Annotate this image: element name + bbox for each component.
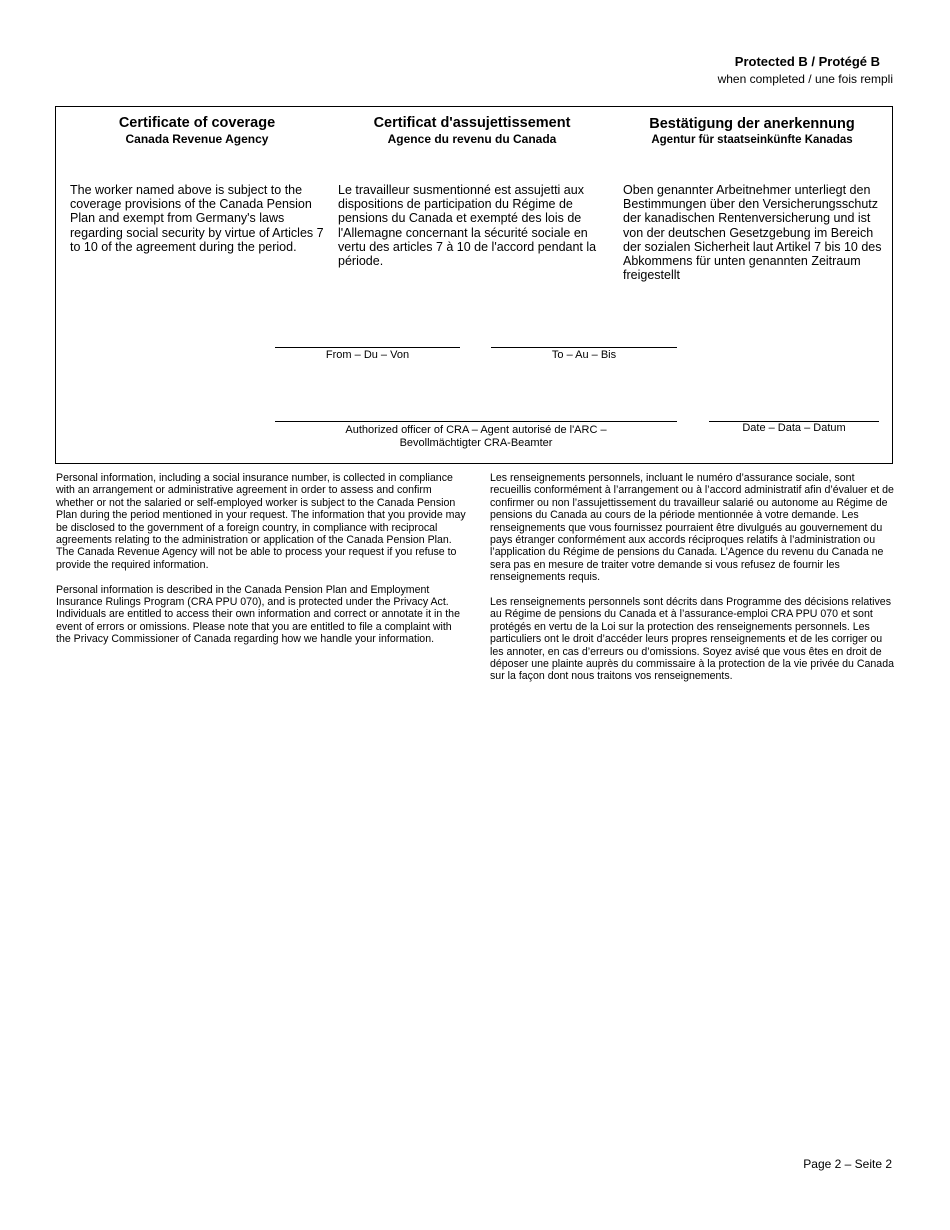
officer-label-line-1: Authorized officer of CRA – Agent autorisé de l'ARC –	[345, 424, 607, 436]
agency-name-german: Agentur für staatseinkünfte Kanadas	[651, 134, 853, 146]
privacy-paragraph: Les renseignements personnels, incluant le numéro d’assurance sociale, sont recueillis conformément à l’arrangement ou à l’accord administratif afin d’évaluer et de confirmer ou non l’assujettissement du travailleur salarié ou autonome au Régime de pensions du Canada au cours de la période mentionnée à votre demande. Les renseignements que vous fournissez pourraient être divulgués au gouvernement du pays étranger conformément aux accords réciproques relatifs à l’administration ou l’application du Régime de pensions du Canada. L’Agence du revenu du Canada ne sera pas en mesure de traiter votre demande si vous refusez de fournir les renseignements requis.	[490, 472, 894, 584]
certificate-german-column	[623, 107, 882, 283]
agency-name-english: Canada Revenue Agency	[125, 132, 269, 146]
officer-signature-field[interactable]	[275, 421, 677, 422]
certificate-title-english: Certificate of coverage	[118, 115, 276, 131]
when-completed-label: when completed / une fois rempli	[717, 72, 893, 86]
privacy-notice-english	[56, 472, 468, 658]
to-date-field[interactable]	[491, 347, 677, 348]
certificate-title-french: Certificat d'assujettissement	[373, 115, 571, 131]
certificate-english-column	[70, 107, 324, 254]
officer-label-line-2: Bevollmächtigter CRA-Beamter	[399, 436, 553, 449]
certificate-text-english: The worker named above is subject to the coverage provisions of the Canada Pension Plan and exempt from Germany's laws regarding social security by virtue of Articles 7 to 10 of the agreement during the period.	[70, 183, 324, 254]
to-label: To – Au – Bis	[551, 349, 617, 361]
privacy-paragraph: Personal information is described in the Canada Pension Plan and Employment Insurance Rulings Program (CRA PPU 070), and is protected under the Privacy Act. Individuals are entitled to access their own information and correct or annotate it in the event of errors or omissions. Please note that you are entitled to file a complaint with the Privacy Commissioner of Canada regarding how we handle your information.	[56, 583, 460, 646]
from-date-field[interactable]	[275, 347, 460, 348]
privacy-notice-french	[490, 472, 896, 695]
certificate-text-french: Le travailleur susmentionné est assujetti aux dispositions de participation du Régime de pensions du Canada et exempté des lois de l'Allemagne concernant la sécurité sociale en vertu des articles 7 à 10 de l'accord pendant la période.	[338, 183, 597, 269]
officer-label	[275, 424, 677, 449]
certificate-french-column	[338, 107, 606, 269]
privacy-paragraph: Les renseignements personnels sont décrits dans Programme des décisions relatives au Régime de pensions du Canada et à l’assurance-emploi CRA PPU 070 et sont protégés en vertu de la Loi sur la protection des renseignements personnels. Les particuliers ont le droit d’accéder leurs propres renseignements et de les corriger ou les annoter, en cas d’erreurs ou d’omissions. Soyez avisé que vous êtes en droit de déposer une plainte auprès du commissaire à la protection de la vie privée du Canada sur la façon dont nous traitons vos renseignements.	[490, 596, 894, 683]
from-label: From – Du – Von	[325, 349, 410, 361]
page-number: Page 2 – Seite 2	[803, 1157, 892, 1171]
protected-b-label: Protected B / Protégé B	[734, 54, 880, 69]
date-label: Date – Data – Datum	[742, 422, 846, 434]
certificate-box	[55, 106, 893, 464]
privacy-paragraph: Personal information, including a social insurance number, is collected in compliance with an arrangement or administrative agreement in order to assess and confirm whether or not the salaried or self-employed worker is subject to the Canada Pension Plan during the period mentioned in your request. The information that you provide may be disclosed to the government of a foreign country, in compliance with reciprocal agreements relating to the administration or application of the Canada Pension Plan. The Canada Revenue Agency will not be able to process your request if you refuse to provide the required information.	[56, 472, 466, 571]
agency-name-french: Agence du revenu du Canada	[387, 132, 557, 146]
certificate-title-german: Bestätigung der anerkennung	[649, 116, 855, 132]
certificate-text-german: Oben genannter Arbeitnehmer unterliegt den Bestimmungen über den Versicherungsschutz der kanadischen Rentenversicherung und ist von der deutschen Gesetzgebung im Bereich der sozialen Sicherheit laut Artikel 7 bis 10 des Abkommens für unten genannten Zeitraum freigestellt	[623, 183, 882, 283]
